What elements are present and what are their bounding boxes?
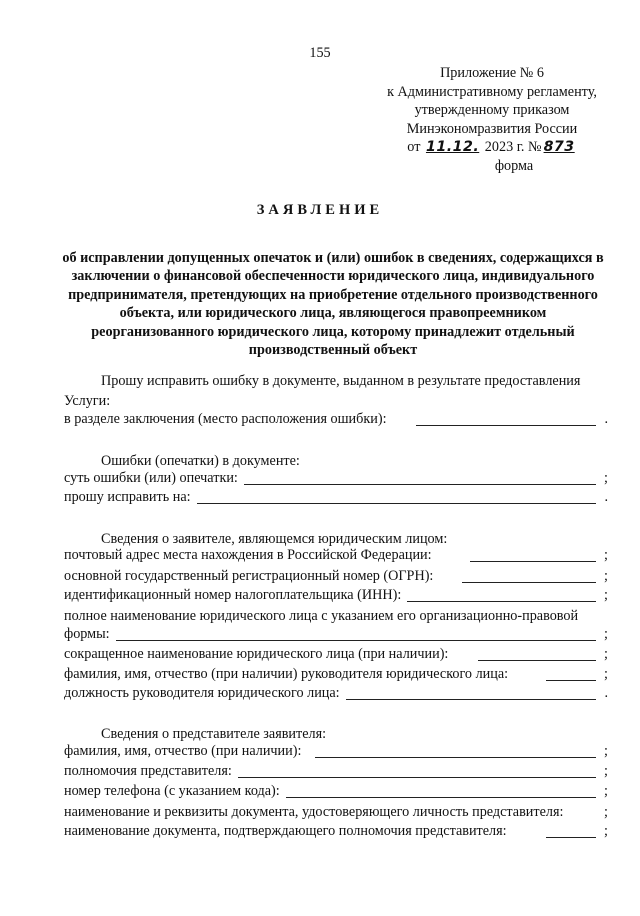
appendix-block — [372, 64, 612, 175]
row-end-semicolon: ; — [604, 586, 608, 603]
row-end-period: . — [604, 488, 608, 505]
ogrn-label: основной государственный регистрационный номер (ОГРН): — [64, 567, 434, 584]
row-end-semicolon: ; — [604, 665, 608, 682]
rep-phone-field[interactable] — [286, 796, 596, 798]
inn-field[interactable] — [407, 600, 596, 602]
postal-address-field[interactable] — [470, 560, 596, 562]
rep-fio-label: фамилия, имя, отчество (при наличии): — [64, 742, 302, 759]
document-subtitle: об исправлении допущенных опечаток и (или) ошибок в сведениях, содержащихся в заключении о финансовой обеспеченности юридического лица, индивидуального предпринимателя, претендующих на приобретение отдельного производственного объекта, или юридического лица, являющегося правопреемником реорганизованного юридического лица, которому принадлежит отдельный производственный объект — [62, 250, 604, 359]
appendix-line-2: к Административному регламенту, — [387, 83, 597, 100]
ogrn-row — [64, 567, 608, 586]
fullname-line-1: полное наименование юридического лица с указанием его организационно-правовой — [64, 608, 579, 624]
rep-phone-row — [64, 782, 608, 801]
rep-phone-label: номер телефона (с указанием кода): — [64, 782, 280, 799]
head-position-row — [64, 684, 608, 703]
shortname-label: сокращенное наименование юридического лица (при наличии): — [64, 645, 449, 662]
shortname-field[interactable] — [478, 659, 596, 661]
rep-powers-field[interactable] — [238, 776, 596, 778]
row-end-semicolon: ; — [604, 567, 608, 584]
request-line-1: Прошу исправить ошибку в документе, выданном в результате предоставления — [101, 373, 581, 389]
section-location-row — [64, 410, 608, 429]
section-location-field[interactable] — [416, 424, 596, 426]
head-fio-label: фамилия, имя, отчество (при наличии) руководителя юридического лица: — [64, 665, 509, 682]
rep-fio-field[interactable] — [315, 756, 596, 758]
head-position-field[interactable] — [346, 698, 596, 700]
appendix-line-1: Приложение № 6 — [440, 65, 544, 81]
handwritten-order-number: 873 — [543, 139, 575, 155]
postal-address-label: почтовый адрес места нахождения в Российской Федерации: — [64, 546, 432, 563]
rep-powers-doc-row — [64, 822, 608, 841]
document-title: ЗАЯВЛЕНИЕ — [256, 202, 384, 218]
page-number: 155 — [309, 45, 331, 61]
row-end-period: . — [604, 410, 608, 427]
fullname-field[interactable] — [116, 639, 596, 641]
head-fio-row — [64, 665, 608, 684]
ogrn-field[interactable] — [462, 581, 596, 583]
request-line-2: Услуги: — [64, 393, 111, 409]
row-end-semicolon: ; — [604, 625, 608, 642]
handwritten-date: 11.12. — [425, 139, 480, 155]
error-fix-row — [64, 488, 608, 507]
row-end-semicolon: ; — [604, 742, 608, 759]
error-essence-row — [64, 469, 608, 488]
error-fix-label: прошу исправить на: — [64, 488, 191, 505]
row-end-period: . — [604, 684, 608, 701]
rep-powers-label: полномочия представителя: — [64, 762, 232, 779]
rep-id-doc-row — [64, 803, 608, 822]
inn-label: идентификационный номер налогоплательщика (ИНН): — [64, 586, 402, 603]
row-end-semicolon: ; — [604, 762, 608, 779]
errors-heading: Ошибки (опечатки) в документе: — [101, 453, 300, 469]
fullname-row — [64, 625, 608, 644]
row-end-semicolon: ; — [604, 822, 608, 839]
row-end-semicolon: ; — [604, 803, 608, 820]
head-fio-field[interactable] — [546, 679, 596, 681]
head-position-label: должность руководителя юридического лица: — [64, 684, 340, 701]
year-text: 2023 г. № — [484, 139, 542, 155]
applicant-heading: Сведения о заявителе, являющемся юридическим лицом: — [101, 531, 448, 547]
representative-heading: Сведения о представителе заявителя: — [101, 726, 327, 742]
error-essence-field[interactable] — [244, 483, 596, 485]
appendix-line-3: утвержденному приказом — [414, 102, 570, 118]
date-prefix: от — [407, 139, 421, 155]
fullname-label: формы: — [64, 625, 110, 642]
inn-row — [64, 586, 608, 605]
appendix-line-4: Минэкономразвития России — [406, 120, 578, 137]
error-fix-field[interactable] — [197, 502, 596, 504]
rep-powers-doc-label: наименование документа, подтверждающего полномочия представителя: — [64, 822, 507, 839]
row-end-semicolon: ; — [604, 645, 608, 662]
row-end-semicolon: ; — [604, 469, 608, 486]
rep-powers-doc-field[interactable] — [546, 836, 596, 838]
rep-id-doc-label: наименование и реквизиты документа, удостоверяющего личность представителя: — [64, 803, 564, 820]
postal-address-row — [64, 546, 608, 565]
section-location-label: в разделе заключения (место расположения ошибки): — [64, 410, 387, 427]
row-end-semicolon: ; — [604, 782, 608, 799]
rep-fio-row — [64, 742, 608, 761]
form-word: форма — [494, 157, 534, 174]
error-essence-label: суть ошибки (или) опечатки: — [64, 469, 238, 486]
appendix-date-line — [372, 138, 612, 157]
row-end-semicolon: ; — [604, 546, 608, 563]
shortname-row — [64, 645, 608, 664]
rep-powers-row — [64, 762, 608, 781]
